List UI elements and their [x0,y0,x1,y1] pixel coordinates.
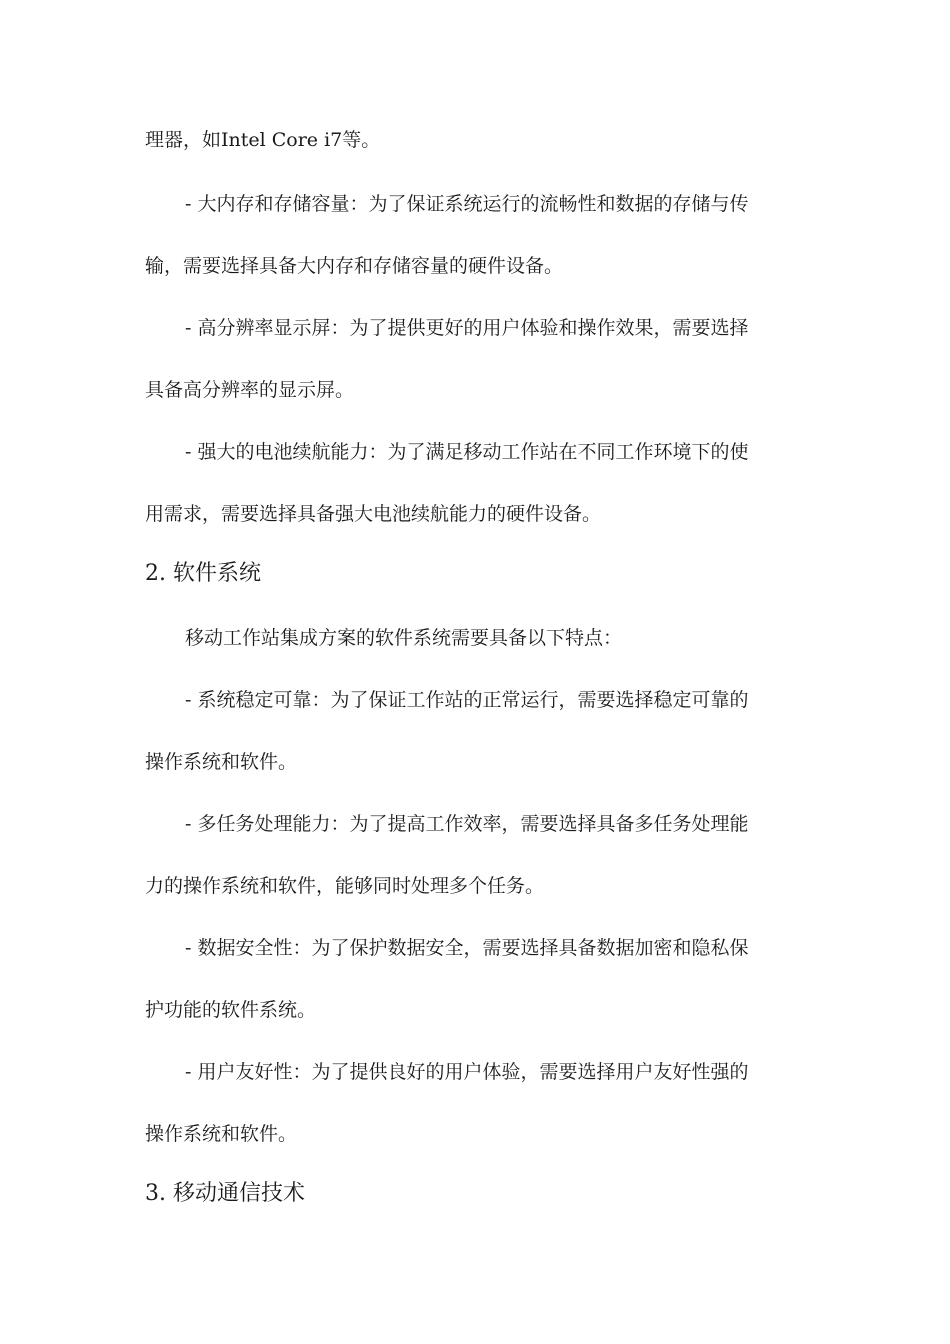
bullet-user-friendly-line2: 操作系统和软件。 [145,1123,298,1145]
section-heading-mobile-comm: 3. 移动通信技术 [145,1181,305,1206]
bullet-high-resolution-line1: - 高分辨率显示屏：为了提供更好的用户体验和操作效果，需要选择 [185,317,749,339]
bullet-high-resolution-line2: 具备高分辨率的显示屏。 [145,379,355,401]
bullet-large-memory-line1: - 大内存和存储容量：为了保证系统运行的流畅性和数据的存储与传 [185,193,749,215]
bullet-stability-line1: - 系统稳定可靠：为了保证工作站的正常运行，需要选择稳定可靠的 [185,689,749,711]
software-intro: 移动工作站集成方案的软件系统需要具备以下特点： [185,627,623,649]
section-heading-software: 2. 软件系统 [145,561,261,586]
bullet-user-friendly-line1: - 用户友好性：为了提供良好的用户体验，需要选择用户友好性强的 [185,1061,749,1083]
bullet-stability-line2: 操作系统和软件。 [145,751,298,773]
bullet-data-security-line2: 护功能的软件系统。 [145,999,317,1021]
bullet-multitask-line1: - 多任务处理能力：为了提高工作效率，需要选择具备多任务处理能 [185,813,749,835]
bullet-multitask-line2: 力的操作系统和软件，能够同时处理多个任务。 [145,875,545,897]
bullet-battery-line2: 用需求，需要选择具备强大电池续航能力的硬件设备。 [145,503,602,525]
bullet-battery-line1: - 强大的电池续航能力：为了满足移动工作站在不同工作环境下的使 [185,441,749,463]
paragraph-continuation: 理器，如Intel Core i7等。 [145,129,381,151]
bullet-large-memory-line2: 输，需要选择具备大内存和存储容量的硬件设备。 [145,255,564,277]
bullet-data-security-line1: - 数据安全性：为了保护数据安全，需要选择具备数据加密和隐私保 [185,937,749,959]
